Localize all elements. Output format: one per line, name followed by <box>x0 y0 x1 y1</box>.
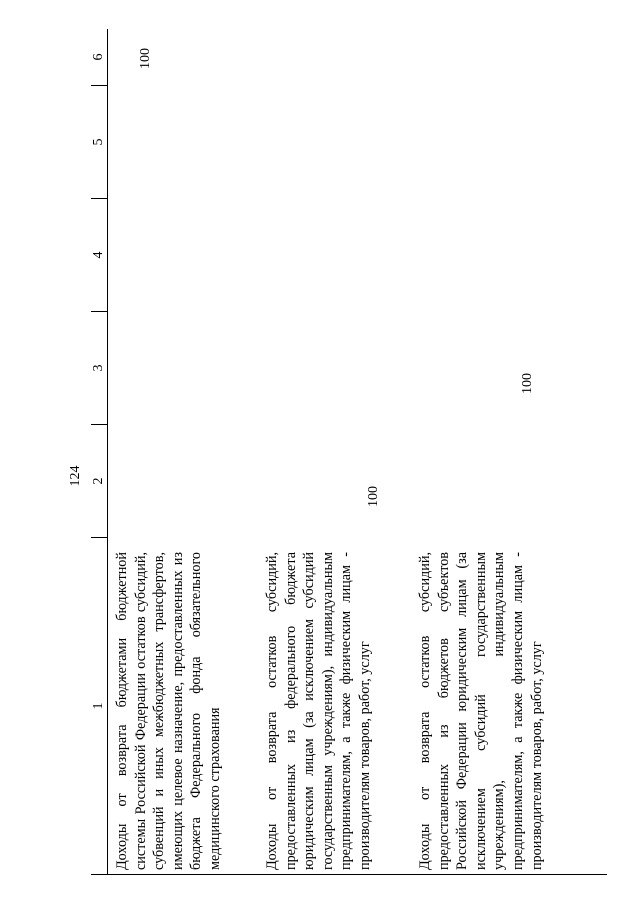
table-header-row <box>91 29 108 874</box>
column-header-2: 2 <box>91 425 107 538</box>
table-row-2-text: Доходы от возврата остатков субсидий, предоставленных из федерального бюджета юридическим лицам (за исключением субсидий государственным учреждениям), индивидуальным предпринимателям, а также физическим лицам - производителям товаров, работ, услуг <box>264 552 373 870</box>
rotated-table-area <box>91 30 607 875</box>
data-table <box>91 30 607 875</box>
column-header-4: 4 <box>91 199 107 312</box>
page-number: 124 <box>68 465 83 487</box>
table-row-3-col3-value: 100 <box>520 373 535 394</box>
column-header-1: 1 <box>91 702 106 710</box>
column-header-5: 5 <box>91 86 107 199</box>
table-row-3-text: Доходы от возврата остатков субсидий, предоставленных из бюджетов субъектов Российской Федерации юридическим лицам (за исключением субсидий государственным учреждениям), индивидуальным предпринимателям, а также физическим лицам - производителям товаров, работ, услуг <box>417 552 545 870</box>
column-header-6: 6 <box>91 29 107 86</box>
table-row-2-col2-value: 100 <box>366 486 381 507</box>
table-row-1-text: Доходы от возврата бюджетами бюджетной системы Российской Федерации остатков субсидий, субвенций и иных межбюджетных трансфертов, имеющих целевое назначение, предоставленных из бюджета Федерального фонда обязательного медицинского страхования <box>114 552 223 870</box>
column-header-3: 3 <box>91 312 107 425</box>
table-row-1-col6-value: 100 <box>138 48 153 69</box>
